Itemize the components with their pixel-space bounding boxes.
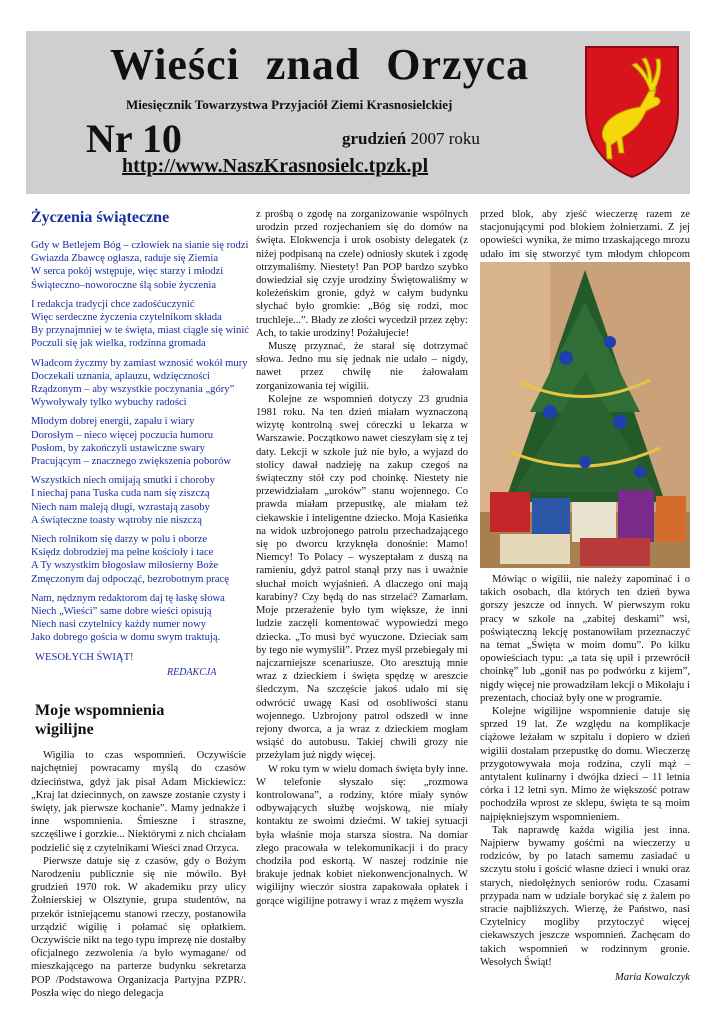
newspaper-subtitle: Miesięcznik Towarzystwa Przyjaciół Ziemi Krasnosielckiej (126, 97, 453, 112)
poem-line: Świąteczno–noworoczne ślą sobie życzenia (31, 279, 217, 291)
issue-number: Nr 10 (86, 116, 182, 161)
poem-line: By przynajmniej w te święta, miast ciągle się winić (31, 325, 249, 337)
poem-line: W serca pokój wstępuje, więc starzy i młodzi (31, 266, 224, 278)
date-year: 2007 roku (406, 129, 480, 148)
poem-line: Gdy w Betlejem Bóg – człowiek na sianie się rodzi (31, 240, 249, 251)
greetings-heading: Życzenia świąteczne (31, 209, 170, 226)
poem-line: Wywoływały tylko wybuchy radości (31, 397, 187, 409)
poem-line: A świąteczne toasty wątroby nie niszczą (31, 514, 202, 526)
poem-line: Władcom życzmy by zamiast wznosić wokół mury (31, 357, 248, 369)
poem-stanza (31, 415, 246, 468)
poem-stanza (31, 298, 249, 351)
article-text-col1 (31, 749, 246, 1000)
poem-line: I redakcja tradycji chce zadośćuczynić (31, 298, 195, 310)
article-paragraph: Wigilia to czas wspomnień. Oczywiście najchętniej powracamy myślą do czasów dzieciństwa, gdyż jak pisał Adam Mickiewicz: „Kraj lat dziecinnych, on zawsze zostanie czysty i święty, jak pierwsze kochanie”. Mamy jednakże i inne wspomnienia. Śmieszne i straszne, szczęśliwe i gorzkie... Niektórymi z nich chciałam podzielić się z czytelnikami Wieści znad Orzyca. (31, 750, 246, 854)
masthead (26, 31, 690, 194)
poem-line: Więc serdeczne życzenia czytelnikom składa (31, 312, 222, 324)
poem-line: I niechaj pana Tuska cuda nam się ziszczą (31, 488, 210, 500)
poem-line: Młodym dobrej energii, zapału i wiary (31, 416, 195, 428)
poem-stanza (31, 357, 246, 410)
website-link[interactable]: http://www.NaszKrasnosielc.tpzk.pl (122, 155, 429, 177)
poem-line: Poczuli się jak wielka, rodzinna gromada (31, 338, 206, 350)
poem-line: Rządzonym – aby wszystkie poczynania „góry” (31, 384, 235, 396)
poem-line: Pracującym – znacznego zwiększenia poborów (31, 456, 232, 468)
poem-stanza (31, 239, 249, 292)
article-paragraph: Kolejne ze wspomnień dotyczy 23 grudnia 1981 roku. Na ten dzień miałam wyznaczoną wizytę kontrolną swej córeczki u lekarza w Warszawie. Początkowo nawet cieszyłam się z tej daty. Lekcji w szkole już nie było, a wyjazd do stolicy dawał nadzieję na zakup czegoś na świąteczny stół czy pod choinkę. Niestety nie przewidziałam „uroków” stanu wojennego. Co prawda miałam przepustkę, ale miałam też ciekawskie i inteligentne dziecko. Moja Kasieńka na widok uzbrojonego patrolu przechadzającego się po dworcu krzyknęła donośnie: Mamo! Niemcy! To Polacy – wyszeptałam z duszą na ramieniu, gdyż patrol stanął przy nas i uważnie słuchał moich wyjaśnień. A dlaczego oni mają karabiny? Czy będą do nas strzelać? Zamarłam. Moje przerażenie było tym większe, że inni ludzie zaczęli komentować wypowiedzi mego dziecka. „To musi być wyuczone. Dzieciak sam by tego nie wymyślił”. Przez myśl przebiegały mi najczarniejsze scenariusze. Oto aresztują mnie wraz z dzieckiem i święta spędzę w areszcie śledczym. Na szczęście jakoś udało mi się odwrócić uwagę Kasi od osobliwości stanu wojennego. Uzbrojony patrol odszedł w inne rejony dworca, a ja wraz z dzieckiem mogłam wsiąść do autobusu. Takiej chwili grozy nie przeżyłam już nigdy więcej. (256, 393, 468, 762)
poem-line: Niech nam maleją długi, wzrastają zasoby (31, 501, 210, 513)
poem-line: Posłom, by zakończyli ustawiczne swary (31, 442, 205, 454)
poem-line: Gwiazda Zbawcę ogłasza, raduje się Ziemia (31, 253, 219, 265)
column-middle (256, 208, 468, 908)
greetings-poem (31, 239, 249, 679)
poem-line: Nam, nędznym redaktorom daj tę łaskę słowa (31, 592, 225, 604)
greetings-signature: REDAKCJA (167, 666, 217, 678)
date-month: grudzień (342, 129, 407, 148)
poem-stanza (31, 474, 246, 527)
issue-date (342, 129, 480, 149)
photo-drawing (480, 262, 690, 568)
article-paragraph: W roku tym w wielu domach święta były inne. W telefonie słyszało się: „rozmowa kontrolowana”, a rodziny, które miały synów odbywających służbę wojskową, nie miały kontaktu ze swoimi dziećmi. W takiej sytuacji była właśnie moja starsza siostra. Na domiar złego pracowała w telekomunikacji i do pracy chodziła pod eskortą. W naszej rodzinie nie brakuje jednak kobiet niekonwencjonalnych. W wigilijny wieczór siostra zapakowała opłatek i gorące wigilijne potrawy i wraz z mężem wyszła (256, 763, 468, 907)
poem-stanza (31, 533, 246, 586)
column-right-bottom (480, 573, 690, 984)
article-paragraph: Kolejne wigilijne wspomnienie datuje się sprzed 19 lat. Ze względu na komplikacje ciążowe leżałam w szpitalu i dopiero w dzień wigilii dostałam przepustkę do domu. Wieczerzę przygotowywała moja rodzina, czyli mąż – antytalent kulinarny i dwójka dzieci – 11 letnia córka i 12 letni syn. Mimo że większość potraw pochodziła wprost ze sklepu, święta te są moim najpiękniejszym wspomnieniem. (480, 706, 690, 823)
article-paragraph: Tak naprawdę każda wigilia jest inna. Najpierw bywamy gośćmi na wieczerzy u rodziców, by po latach samemu zasiadać u szczytu stołu i gościć własne dzieci i wnuki oraz starych, niedołężnych seniorów rodu. Czasami przypada nam w udziale borykać się z żalem po stracie najbliższych. Wierzę, że Państwo, nasi Czytelnicy mogliby przytoczyć więcej ciekawszych jeszcze wspomnień. Zachęcam do takich wspomnień w rodzinnym gronie. Wesołych Świąt! (480, 824, 690, 968)
newspaper-title: Wieści znad Orzyca (110, 40, 530, 89)
article-paragraph: z prośbą o zgodę na zorganizowanie wspólnych urodzin przed rozjechaniem się do domów na święta. Elokwencja i urok osobisty delegatek (z niżej podpisaną na czele) odniosły skutek i zgodę otrzymaliśmy. Niestety! Pan POP bardzo szybko dowiedział się czyje urodziny Świętowaliśmy w koleżeńskim gronie, gdyż w całym budynku słychać było gromkie: „Bóg się rodzi, moc truchleje...”. Błady ze złości wycedził przez zęby: Ach, to takie urodziny! Pożałujecie! (256, 209, 468, 339)
poem-stanza (31, 592, 246, 645)
poem-line: Niech nasi czytelnicy każdy numer nowy (31, 619, 207, 631)
article-author: Maria Kowalczyk (614, 972, 690, 984)
christmas-tree-photo-icon (480, 262, 690, 568)
poem-line: Niech „Wieści” same dobre wieści opisują (31, 606, 212, 618)
article-paragraph: przed blok, aby zjeść wieczerzę razem ze stacjonującymi pod blokiem żołnierzami. Z jej opowieści wynika, że mimo trzaskającego mrozu udało im się stworzyć tym młodym chłopcom (480, 209, 690, 260)
poem-line: Jako dobrego gościa w domu swym traktują. (31, 632, 221, 644)
deer-coat-of-arms-icon (582, 41, 682, 181)
poem-line: Dorosłym – nieco więcej poczucia humoru (31, 429, 214, 441)
poem-line: Doczekali uznania, aplauzu, wdzięczności (31, 370, 211, 382)
article-paragraph: Pierwsze datuje się z czasów, gdy o Bożym Narodzeniu publicznie się nie mówiło. Był grudzień 1970 rok. W akademiku przy ulicy Żołnierskiej w Olsztynie, grupa studentów, na przekór istniejącemu stanowi rzeczy, postanowiła urządzić wigilię i połamać się opłatkiem. Oczywiście nikt na tego typu imprezę nie dostałby oficjalnego zezwolenia /a było wymagane/ od mieszkającego na parterze budynku sekretarza POP /Podstawowa Organizacja Partyjna PZPR/. Poszła więc do niego delegacja (31, 855, 246, 999)
greetings-closing: WESOŁYCH ŚWIĄT! (35, 651, 134, 663)
article-paragraph: Muszę przyznać, że starał się dotrzymać słowa. Jedno mu się jednak nie udało – nigdy, nawet przez chwilę nie żałowałam zorganizowania tej wigilii. (256, 341, 468, 392)
poem-line: Zmęczonym daj odpocząć, bezrobotnym pracę (31, 573, 229, 585)
article-paragraph: Mówiąc o wigilii, nie należy zapominać i o takich osobach, dla których ten dzień bywa gorszy jeszcze od innych. W pierwszym roku pracy w szkole na „zabitej deskami” wsi, poświąteczną lekcję postanowiłam przeznaczyć na temat „Święta w moim domu”. Po kilku opowieściach typu: „a tata się upił i przewrócił choinkę” lub „gonił nas po podwórku z kijem”, nigdy więcej nie prowadziłam lekcji o Mikołaju i prezentach, chociaż były one w programie. (480, 574, 690, 704)
poem-line: A Ty wszystkim błogosław miłosierny Boże (31, 560, 219, 572)
column-left (31, 208, 249, 1000)
poem-line: Niech rolnikom się darzy w polu i oborze (31, 534, 208, 546)
poem-line: Wszystkich niech omijają smutki i choroby (31, 475, 215, 487)
poem-line: Księdz dobrodziej ma pełne kościoły i tace (31, 547, 214, 559)
article-heading: Moje wspomnienia wigilijne (35, 702, 165, 739)
